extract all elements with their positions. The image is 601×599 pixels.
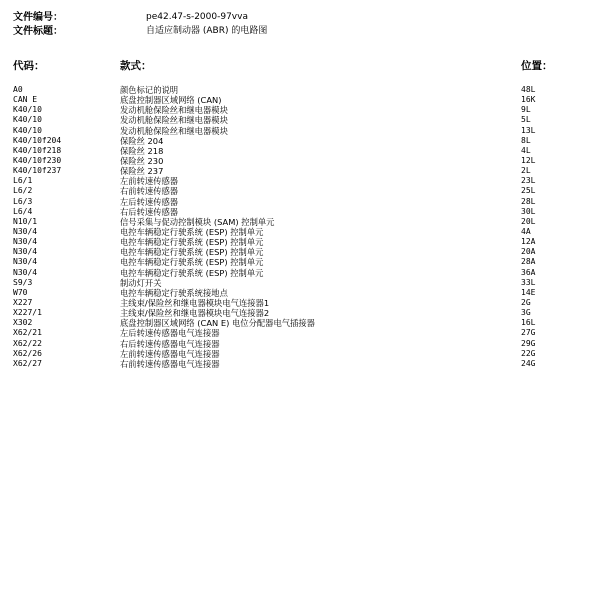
row-description: 右前转速传感器电气连接器: [120, 358, 220, 369]
row-position: 3G: [521, 308, 531, 318]
row-description: 保险丝 218: [120, 145, 164, 156]
row-description: 电控车辆稳定行驶系统 (ESP) 控制单元: [120, 257, 264, 268]
row-code: L6/4: [13, 206, 33, 216]
row-position: 28L: [521, 196, 536, 206]
table-header: [13, 59, 588, 73]
row-position: 48L: [521, 85, 536, 94]
row-description: 左后转速传感器电气连接器: [120, 328, 220, 339]
row-description: 保险丝 230: [120, 155, 164, 166]
row-description: 信号采集与促动控制模块 (SAM) 控制单元: [120, 216, 275, 227]
row-code: K40/10f204: [13, 135, 62, 145]
table-row: [13, 257, 588, 267]
row-position: 13L: [521, 125, 536, 135]
row-position: 16L: [521, 318, 536, 328]
row-position: 4A: [521, 226, 531, 236]
row-code: X302: [13, 318, 33, 328]
row-position: 33L: [521, 277, 536, 287]
row-description: 发动机舱保险丝和继电器模块: [120, 115, 228, 126]
row-description: 发动机舱保险丝和继电器模块: [120, 105, 228, 116]
header-code: 代码：: [13, 60, 45, 72]
row-code: X62/22: [13, 338, 42, 348]
row-code: X62/21: [13, 328, 42, 338]
table-row: [13, 207, 588, 217]
row-position: 29G: [521, 338, 536, 348]
table-row: [13, 115, 588, 125]
table-row: [13, 339, 588, 349]
row-description: 底盘控制器区域网络 (CAN): [120, 95, 222, 106]
row-code: L6/3: [13, 196, 33, 206]
row-code: N10/1: [13, 216, 38, 226]
table-row: [13, 227, 588, 237]
table-row: [13, 186, 588, 196]
row-code: K40/10f230: [13, 155, 62, 165]
row-description: 电控车辆稳定行驶系统 (ESP) 控制单元: [120, 226, 264, 237]
row-code: N30/4: [13, 237, 38, 247]
row-position: 12A: [521, 237, 536, 247]
row-code: N30/4: [13, 226, 38, 236]
row-code: CAN E: [13, 95, 38, 105]
doc-title-value: 自适应制动器 (ABR) 的电路图: [146, 26, 268, 36]
table-row: [13, 318, 588, 328]
table-row: [13, 136, 588, 146]
row-position: 2L: [521, 166, 531, 176]
row-code: W70: [13, 287, 28, 297]
row-code: X62/26: [13, 348, 42, 358]
row-position: 14E: [521, 287, 536, 297]
row-code: N30/4: [13, 257, 38, 267]
row-description: 右后转速传感器: [120, 206, 179, 217]
row-description: 制动灯开关: [120, 277, 162, 288]
row-description: 右后转速传感器电气连接器: [120, 338, 220, 349]
row-code: N30/4: [13, 267, 38, 277]
row-code: L6/2: [13, 186, 33, 196]
table-row: [13, 105, 588, 115]
row-description: 保险丝 204: [120, 135, 164, 146]
table-row: [13, 146, 588, 156]
row-code: S9/3: [13, 277, 33, 287]
row-description: 左前转速传感器电气连接器: [120, 348, 220, 359]
component-table: [13, 85, 588, 369]
row-position: 16K: [521, 95, 536, 105]
row-position: 36A: [521, 267, 536, 277]
table-row: [13, 197, 588, 207]
row-position: 30L: [521, 206, 536, 216]
table-row: [13, 328, 588, 338]
table-row: [13, 166, 588, 176]
table-row: [13, 217, 588, 227]
table-row: [13, 176, 588, 186]
row-description: 左后转速传感器: [120, 196, 179, 207]
table-row: [13, 349, 588, 359]
row-position: 23L: [521, 176, 536, 186]
row-position: 22G: [521, 348, 536, 358]
row-code: K40/10: [13, 115, 42, 125]
table-row: [13, 288, 588, 298]
row-code: K40/10: [13, 125, 42, 135]
row-position: 5L: [521, 115, 531, 125]
row-description: 电控车辆稳定行驶系统 (ESP) 控制单元: [120, 267, 264, 278]
row-position: 12L: [521, 155, 536, 165]
row-position: 28A: [521, 257, 536, 267]
doc-number-value: pe42.47-s-2000-97vva: [146, 12, 248, 22]
row-description: 保险丝 237: [120, 166, 164, 177]
row-position: 27G: [521, 328, 536, 338]
row-description: 底盘控制器区域网络 (CAN E) 电位分配器电气插接器: [120, 318, 315, 329]
row-position: 8L: [521, 135, 531, 145]
row-code: L6/1: [13, 176, 33, 186]
row-description: 右前转速传感器: [120, 186, 179, 197]
row-description: 主线束/保险丝和继电器模块电气连接器1: [120, 297, 270, 308]
row-position: 20A: [521, 247, 536, 257]
table-row: [13, 156, 588, 166]
row-position: 25L: [521, 186, 536, 196]
row-description: 电控车辆稳定行驶系统 (ESP) 控制单元: [120, 237, 264, 248]
row-code: K40/10f237: [13, 166, 62, 176]
row-code: K40/10: [13, 105, 42, 115]
row-position: 4L: [521, 145, 531, 155]
table-row: [13, 308, 588, 318]
row-description: 左前转速传感器: [120, 176, 179, 187]
row-description: 电控车辆稳定行驶系统接地点: [120, 287, 228, 298]
table-row: [13, 95, 588, 105]
row-code: X227/1: [13, 308, 42, 318]
table-row: [13, 298, 588, 308]
header-description: 款式：: [120, 60, 152, 72]
table-row: [13, 247, 588, 257]
row-position: 2G: [521, 297, 531, 307]
row-description: 主线束/保险丝和继电器模块电气连接器2: [120, 308, 270, 319]
row-code: X227: [13, 297, 33, 307]
table-row: [13, 237, 588, 247]
row-position: 9L: [521, 105, 531, 115]
row-position: 24G: [521, 358, 536, 368]
doc-title-label: 文件标题：: [13, 26, 63, 37]
row-code: K40/10f218: [13, 145, 62, 155]
row-position: 20L: [521, 216, 536, 226]
table-row: [13, 278, 588, 288]
row-description: 颜色标记的说明: [120, 85, 179, 95]
table-row: [13, 359, 588, 369]
table-row: [13, 126, 588, 136]
row-code: N30/4: [13, 247, 38, 257]
row-code: A0: [13, 85, 23, 94]
row-description: 电控车辆稳定行驶系统 (ESP) 控制单元: [120, 247, 264, 258]
table-row: [13, 85, 588, 95]
doc-title-row: [13, 25, 573, 38]
doc-number-row: [13, 11, 573, 24]
row-description: 发动机舱保险丝和继电器模块: [120, 125, 228, 136]
doc-number-label: 文件编号：: [13, 12, 63, 23]
header-position: 位置：: [521, 60, 553, 72]
table-row: [13, 268, 588, 278]
row-code: X62/27: [13, 358, 42, 368]
